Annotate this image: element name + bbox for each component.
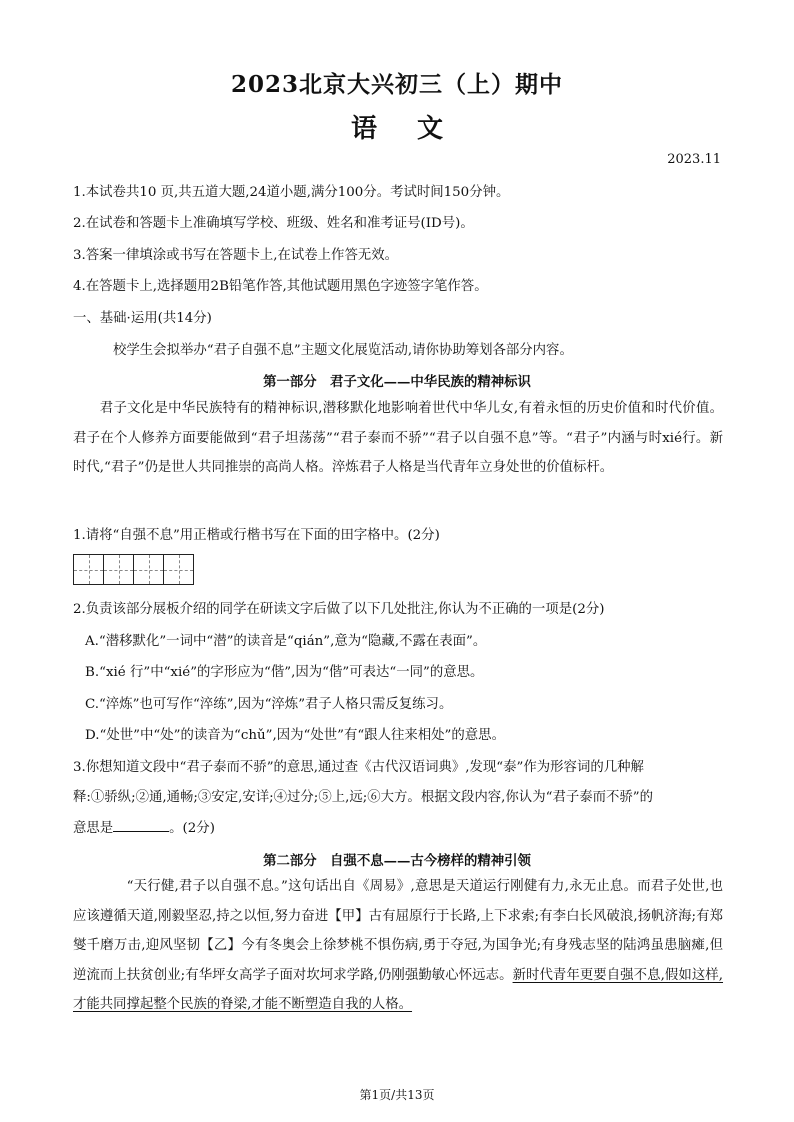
section-title: 一、基础·运用(共14分) <box>73 311 212 326</box>
grid-cell[interactable] <box>133 554 164 585</box>
answer-blank[interactable] <box>113 819 169 832</box>
grid-cell[interactable] <box>103 554 134 585</box>
grid-cell[interactable] <box>163 554 194 585</box>
part1-paragraph: 君子文化是中华民族特有的精神标识,潜移默化地影响着世代中华儿女,有着永恒的历史价值和时代价值。君子在个人修养方面要能做到“君子坦荡荡”“君子泰而不骄”“君子以自强不息”等。“君子”内涵与时xié行。新时代,“君子”仍是世人共同推崇的高尚人格。淬炼君子人格是当代青年立身处世的价值标杆。 <box>73 401 723 475</box>
part2-paragraph-main: “天行健,君子以自强不息。”这句话出自《周易》,意思是天道运行刚健有力,永无止息。而君子处世,也应该遵循天道,刚毅坚忍,持之以恒,努力奋进【甲】古有屈原行于长路,上下求索;有李白长风破浪,扬帆济海;有郑燮千磨万击,迎风坚韧【乙】今有冬奥会上徐梦桃不惧伤病,勇于夺冠,为国争光;有身残志坚的陆鸿虽患脑瘫,但逆流而上扶贫创业;有华坪女高学子面对坎坷求学路,仍刚强勤敏心怀远志。 <box>73 879 723 983</box>
q2-option-c[interactable]: C.“淬炼”也可写作“淬练”,因为“淬炼”君子人格只需反复练习。 <box>85 697 453 712</box>
instruction-4: 4.在答题卡上,选择题用2B铅笔作答,其他试题用黑色字迹签字笔作答。 <box>73 279 488 294</box>
page-number: 第1页/共13页 <box>359 1088 435 1102</box>
instruction-1: 1.本试卷共10 页,共五道大题,24道小题,满分100分。考试时间150分钟。 <box>73 185 510 200</box>
q3-suffix: 。(2分) <box>169 821 215 836</box>
question-3-line-1: 3.你想知道文段中“君子泰而不骄”的意思,通过查《古代汉语词典》,发现“泰”作为形容词的几种解 <box>73 760 644 775</box>
q2-option-b[interactable]: B.“xié 行”中“xié”的字形应为“偕”,因为“偕”可表达“一同”的意思。 <box>85 665 484 680</box>
q2-option-a[interactable]: A.“潜移默化”一词中“潜”的读音是“qián”,意为“隐藏,不露在表面”。 <box>85 634 487 649</box>
q3-prefix: 意思是 <box>73 821 114 836</box>
tianzige-grid[interactable] <box>73 554 193 585</box>
instruction-2: 2.在试卷和答题卡上准确填写学校、班级、姓名和准考证号(ID号)。 <box>73 216 474 231</box>
part1-heading: 第一部分 君子文化——中华民族的精神标识 <box>263 374 531 390</box>
question-2: 2.负责该部分展板介绍的同学在研读文字后做了以下几处批注,你认为不正确的一项是(2分) <box>73 602 605 617</box>
grid-cell[interactable] <box>73 554 104 585</box>
question-3-line-2: 释:①骄纵;②通,通畅;③安定,安详;④过分;⑤上,远;⑥大方。根据文段内容,你认为“君子泰而不骄”的 <box>73 790 654 805</box>
exam-title: 2023北京大兴初三（上）期中 <box>230 71 563 98</box>
question-1: 1.请将“自强不息”用正楷或行楷书写在下面的田字格中。(2分) <box>73 528 440 543</box>
q2-option-d[interactable]: D.“处世”中“处”的读音为“chǔ”,因为“处世”有“跟人往来相处”的意思。 <box>85 728 505 743</box>
underlined-sentence: 新时代青年更要自强不息,假如这样,才能共同撑起整个民族的脊梁,才能不断塑造自我的人格。 <box>73 967 724 1012</box>
part2-heading: 第二部分 自强不息——古今榜样的精神引领 <box>263 853 531 869</box>
part2-paragraph <box>73 872 723 1020</box>
question-3-line-3 <box>73 817 723 836</box>
subject-title: 语文 <box>350 114 483 144</box>
exam-date: 2023.11 <box>667 152 721 167</box>
section-intro: 校学生会拟举办“君子自强不息”主题文化展览活动,请你协助筹划各部分内容。 <box>113 343 573 358</box>
instruction-3: 3.答案一律填涂或书写在答题卡上,在试卷上作答无效。 <box>73 248 399 263</box>
